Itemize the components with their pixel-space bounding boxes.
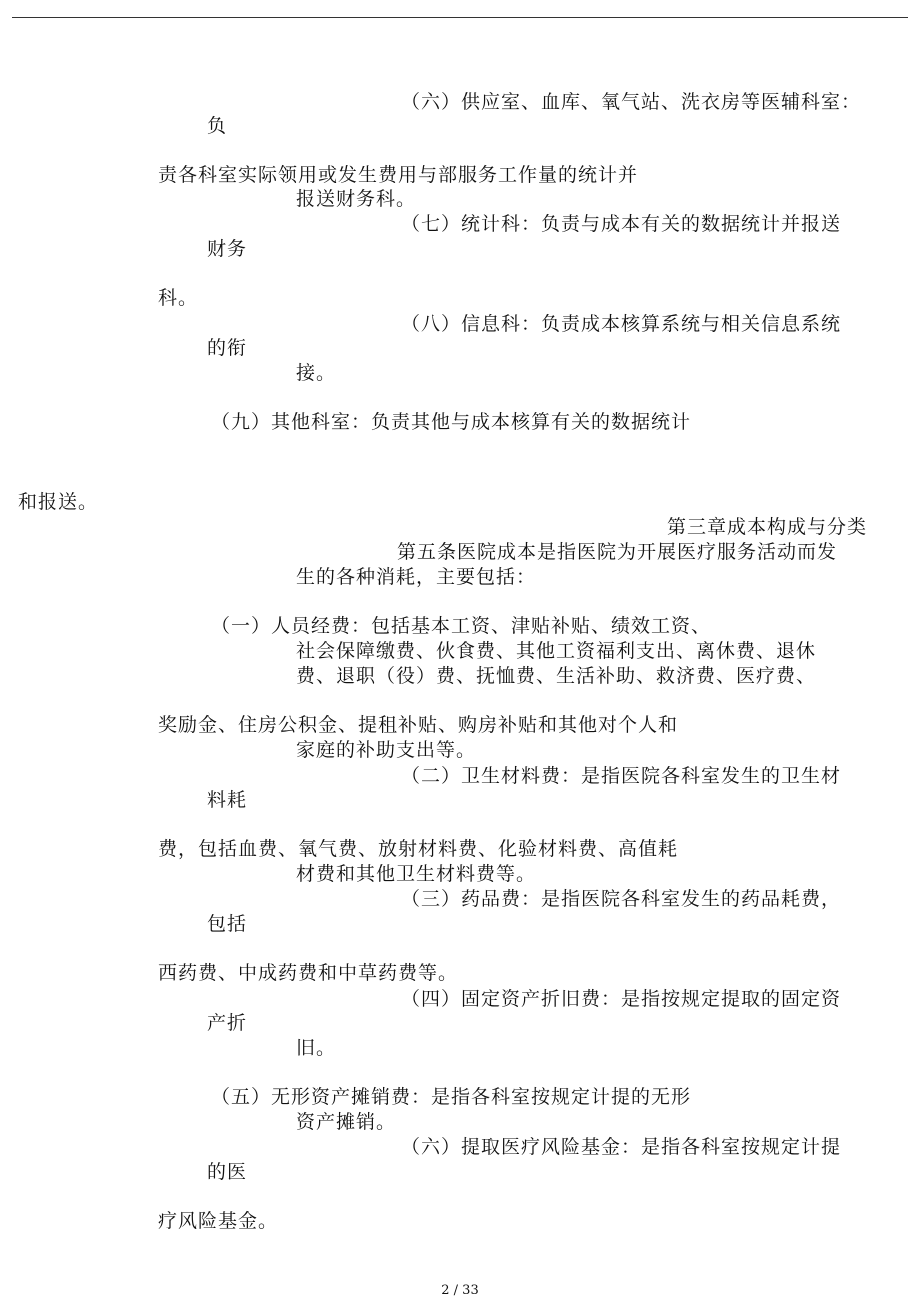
text-line: 的医	[207, 1161, 248, 1183]
text-line: 财务	[207, 238, 248, 260]
text-line: （五）无形资产摊销费：是指各科室按规定计提的无形	[211, 1086, 692, 1108]
text-line: 产折	[207, 1012, 248, 1034]
text-line: （四）固定资产折旧费：是指按规定提取的固定资	[401, 988, 842, 1010]
text-line: （三）药品费：是指医院各科室发生的药品耗费，	[401, 888, 842, 910]
text-line: 包括	[207, 913, 248, 935]
text-line: 旧。	[296, 1037, 337, 1059]
text-line: 西药费、中成药费和中草药费等。	[158, 962, 459, 984]
text-line: 生的各种消耗，主要包括：	[296, 566, 537, 588]
text-line: 费，包括血费、氧气费、放射材料费、化验材料费、高值耗	[158, 838, 679, 860]
text-line: （七）统计科：负责与成本有关的数据统计并报送	[401, 213, 842, 235]
text-line: 疗风险基金。	[158, 1210, 279, 1232]
text-line: 料耗	[207, 789, 248, 811]
text-line: （九）其他科室：负责其他与成本核算有关的数据统计	[211, 411, 692, 433]
text-line: 材费和其他卫生材料费等。	[296, 863, 537, 885]
text-line: （六）提取医疗风险基金：是指各科室按规定计提	[401, 1136, 842, 1158]
text-line: （八）信息科：负责成本核算系统与相关信息系统	[401, 313, 842, 335]
text-line: 费、退职（役）费、抚恤费、生活补助、救济费、医疗费、	[296, 665, 817, 687]
text-line: 责各科室实际领用或发生费用与部服务工作量的统计并	[158, 164, 639, 186]
text-line: 报送财务科。	[296, 188, 417, 210]
text-line: （二）卫生材料费：是指医院各科室发生的卫生材	[401, 765, 842, 787]
text-line: （一）人员经费：包括基本工资、津贴补贴、绩效工资、	[211, 615, 712, 637]
text-line: 科。	[158, 287, 199, 309]
text-line: 和报送。	[18, 491, 99, 513]
text-line: 资产摊销。	[296, 1111, 397, 1133]
header-rule	[12, 17, 908, 18]
text-line: 奖励金、住房公积金、提租补贴、购房补贴和其他对个人和	[158, 714, 679, 736]
text-line: 接。	[296, 362, 337, 384]
text-line: 社会保障缴费、伙食费、其他工资福利支出、离休费、退休	[296, 640, 817, 662]
chapter-heading: 第三章成本构成与分类	[667, 516, 868, 538]
page-number: 2 / 33	[441, 1283, 479, 1298]
text-line: 负	[207, 115, 228, 137]
text-line: （六）供应室、血库、氧气站、洗衣房等医辅科室：	[401, 91, 862, 113]
text-line: 家庭的补助支出等。	[296, 739, 477, 761]
text-line: 的衔	[207, 337, 248, 359]
text-line: 第五条医院成本是指医院为开展医疗服务活动而发	[397, 541, 838, 563]
